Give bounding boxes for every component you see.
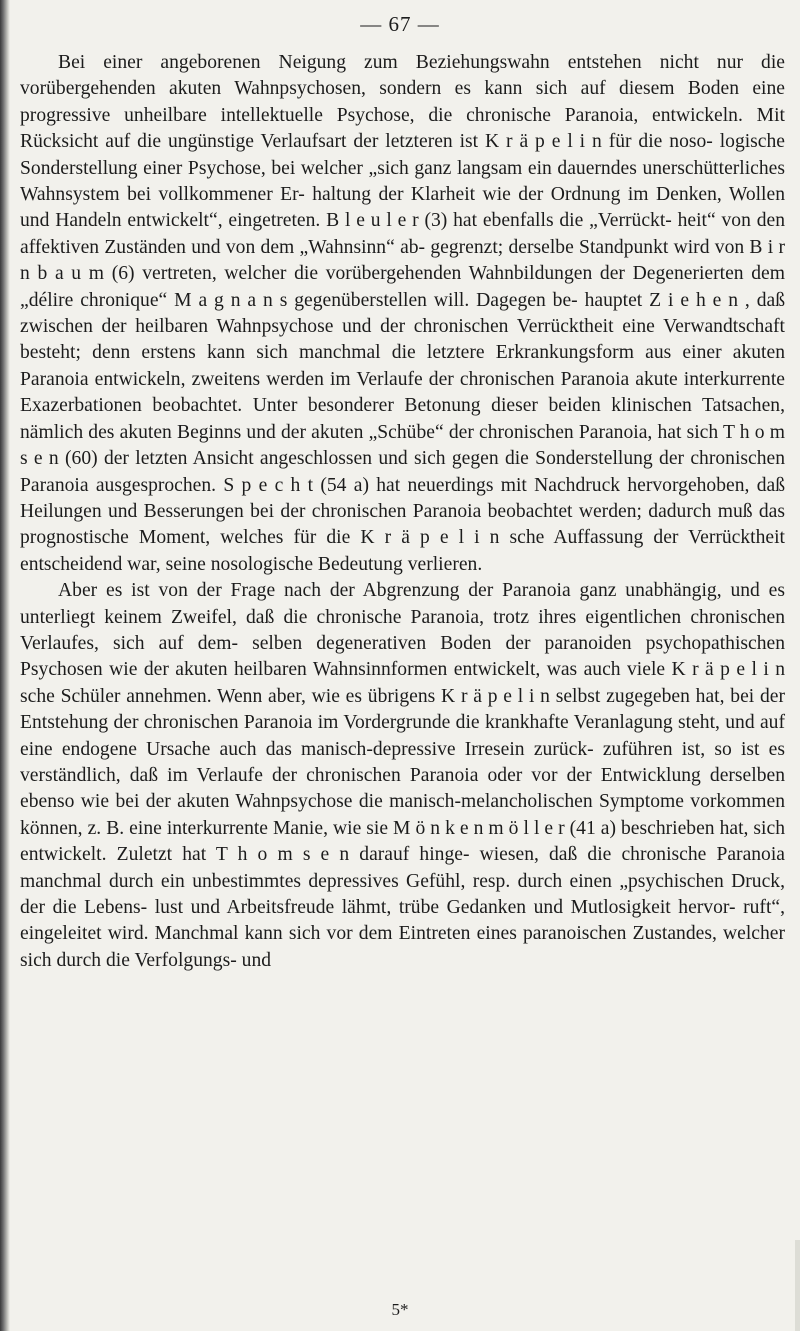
page-number: — 67 — <box>360 12 440 36</box>
signature-mark: 5* <box>391 1300 409 1319</box>
paragraph-2: Aber es ist von der Frage nach der Abgrenzung der Paranoia ganz unabhängig, und es unterliegt keinem Zweifel, daß die chronische Paranoia, trotz ihres eigentlichen chronischen Verlaufes, sich auf dem- selben degenerativen Boden der paranoiden psychopathischen Psychosen wie der akuten heilbaren Wahnsinnformen entwickelt, was auch viele K r ä p e l i n sche Schüler annehmen. Wenn aber, wie es übrigens K r ä p e l i n selbst zugegeben hat, bei der Entstehung der chronischen Paranoia im Vordergrunde die krankhafte Veranlagung steht, und auf eine endogene Ursache auch das manisch-depressive Irresein zurück- zuführen ist, so ist es verständlich, daß im Verlaufe der chronischen Paranoia oder vor der Entwicklung derselben ebenso wie bei der akuten Wahnpsychose die manisch-melancholischen Symptome vorkommen können, z. B. eine interkurrente Manie, wie sie M ö n k e n m ö l l e r (41 a) beschrieben hat, sich entwickelt. Zuletzt hat T h o m s e n darauf hinge- wiesen, daß die chronische Paranoia manchmal durch ein unbestimmtes depressives Gefühl, resp. durch einen „psychischen Druck, der die Lebens- lust und Arbeitsfreude lähmt, trübe Gedanken und Mutlosigkeit hervor- ruft“, eingeleitet wird. Manchmal kann sich vor dem Eintreten eines paranoischen Zustandes, welcher sich durch die Verfolgungs- und <box>20 580 785 971</box>
page-edge-mark <box>795 1240 800 1331</box>
binding-edge <box>0 0 10 1331</box>
paragraph-1: Bei einer angeborenen Neigung zum Beziehungswahn entstehen nicht nur die vorübergehenden akuten Wahnpsychosen, sondern es kann sich auf diesem Boden eine progressive unheilbare intellektuelle Psychose, die chronische Paranoia, entwickeln. Mit Rücksicht auf die ungünstige Verlaufsart der letzteren ist K r ä p e l i n für die noso- logische Sonderstellung einer Psychose, bei welcher „sich ganz langsam ein dauerndes unerschütterliches Wahnsystem bei vollkommener Er- haltung der Klarheit wie der Ordnung im Denken, Wollen und Handeln entwickelt“, eingetreten. B l e u l e r (3) hat ebenfalls die „Verrückt- heit“ von den affektiven Zuständen und von dem „Wahnsinn“ ab- gegrenzt; derselbe Standpunkt wird von B i r n b a u m (6) vertreten, welcher die vorübergehenden Wahnbildungen der Degenerierten dem „délire chronique“ M a g n a n s gegenüberstellen will. Dagegen be- hauptet Z i e h e n , daß zwischen der heilbaren Wahnpsychose und der chronischen Verrücktheit eine Verwandtschaft besteht; denn erstens kann sich manchmal die letztere Erkrankungsform aus einer akuten Paranoia entwickeln, zweitens werden im Verlaufe der chronischen Paranoia akute interkurrente Exazerbationen beobachtet. Unter besonderer Betonung dieser beiden klinischen Tatsachen, nämlich des akuten Beginns und der akuten „Schübe“ der chronischen Paranoia, hat sich T h o m s e n (60) der letzten Ansicht angeschlossen und sich gegen die Sonderstellung der chronischen Paranoia ausgesprochen. S p e c h t (54 a) hat neuerdings mit Nachdruck hervorgehoben, daß Heilungen und Besserungen bei der chronischen Paranoia beobachtet werden; dadurch muß das prognostische Moment, welches für die K r ä p e l i n sche Auffassung der Verrücktheit entscheidend war, seine nosologische Bedeutung verlieren. <box>20 52 785 575</box>
text-body <box>20 50 785 974</box>
